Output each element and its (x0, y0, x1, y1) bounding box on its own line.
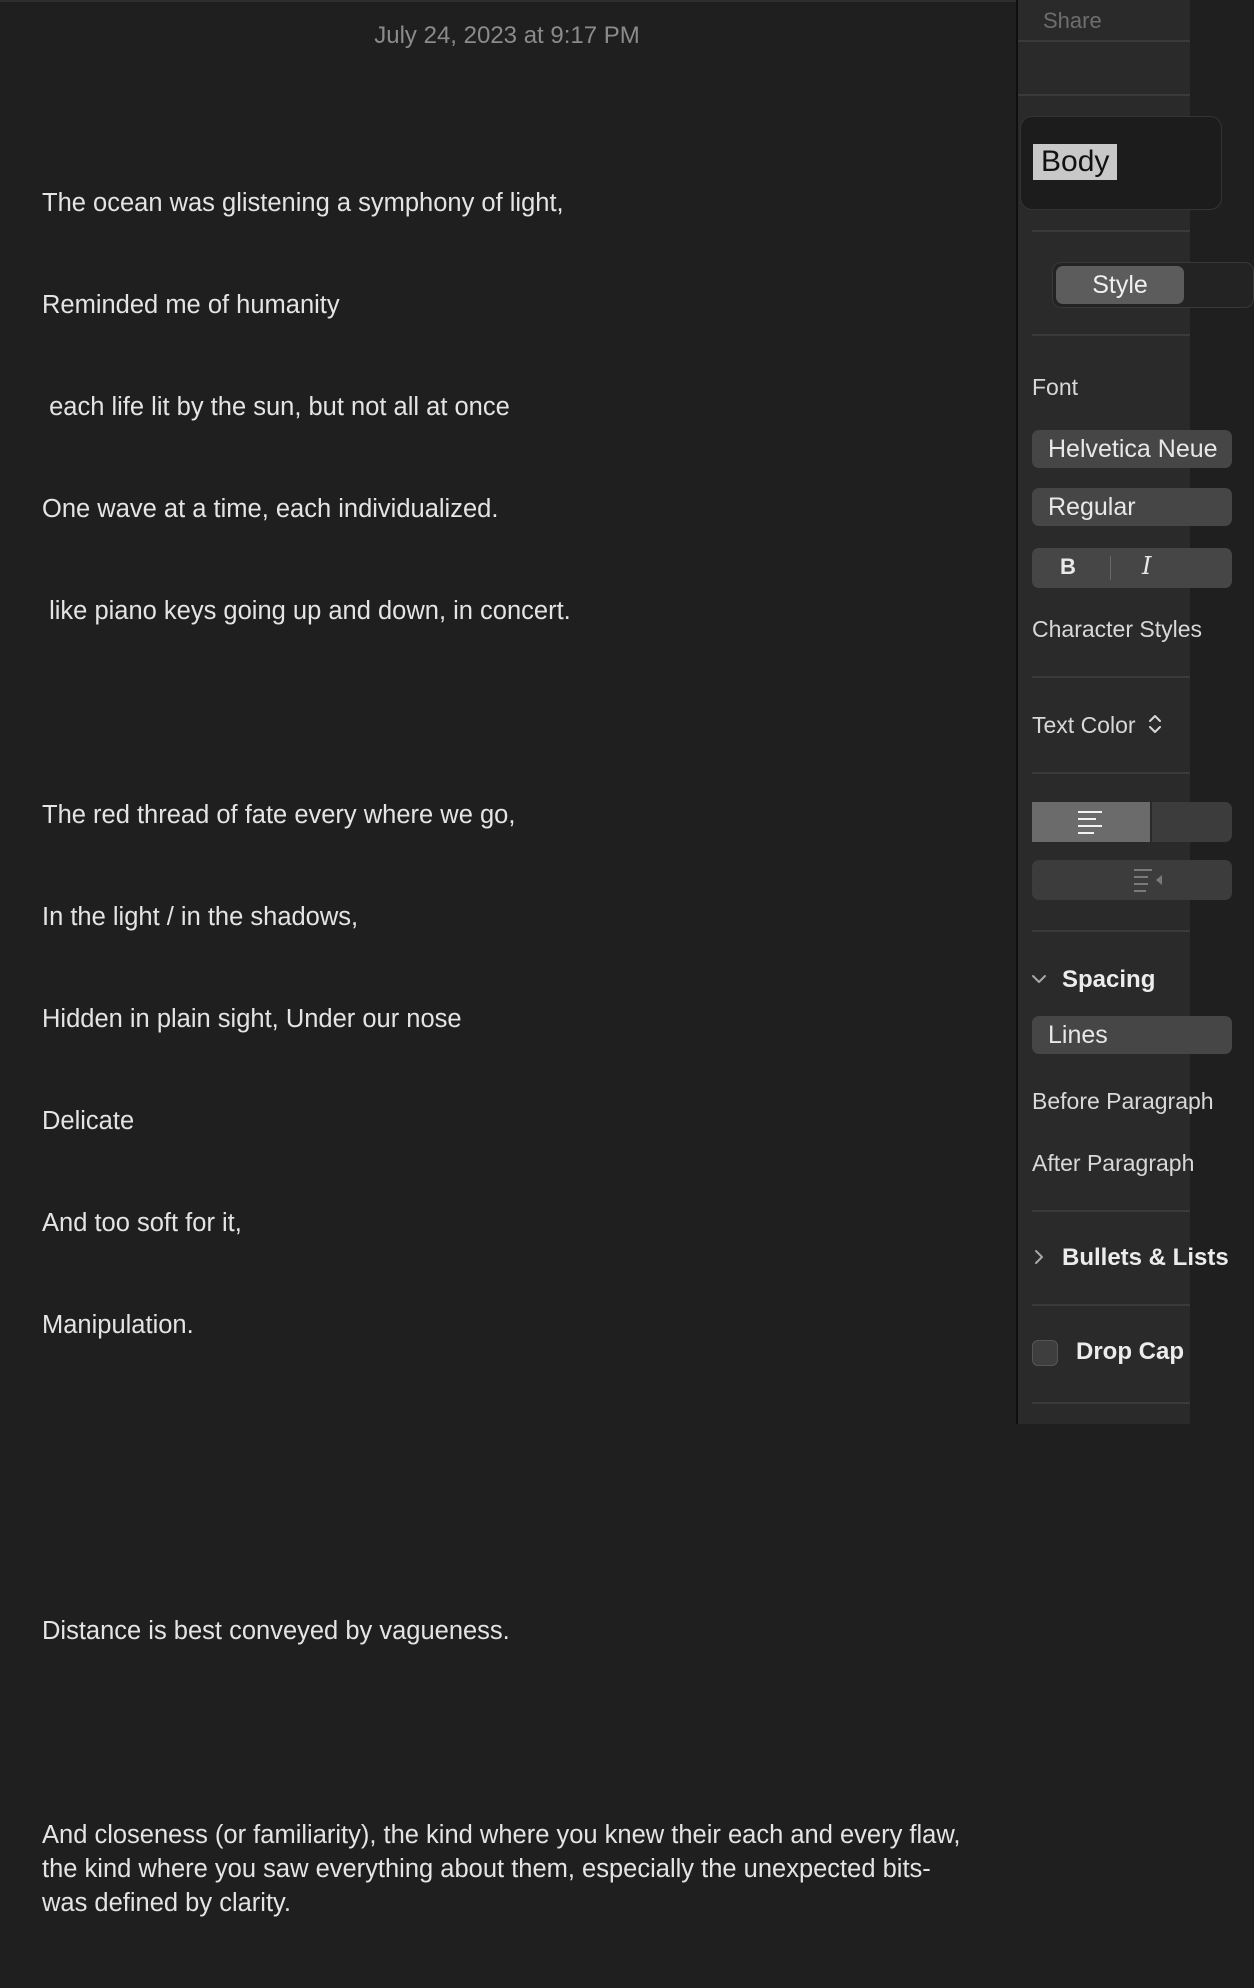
character-styles-popup[interactable]: Character Styles (1032, 616, 1203, 642)
text-line: Hidden in plain sight, Under our nose (42, 1005, 462, 1033)
paragraph-style-selector[interactable] (1020, 116, 1222, 210)
separator (1032, 676, 1190, 678)
blank-line (42, 1716, 982, 1750)
text-line: each life lit by the sun, but not all at once (42, 393, 510, 421)
document-date: July 24, 2023 at 9:17 PM (374, 22, 640, 49)
font-label: Font (1032, 374, 1079, 400)
before-paragraph-label: Before Paragraph (1032, 1088, 1214, 1114)
text-line: Manipulation. (42, 1311, 194, 1339)
blank-line (42, 696, 982, 730)
separator (1032, 1304, 1190, 1306)
alignment-segment (1032, 802, 1232, 842)
blank-line (42, 1512, 982, 1546)
blank-line (42, 1410, 982, 1444)
share-button[interactable]: Share (1043, 8, 1102, 33)
text-line: In the light / in the shadows, (42, 903, 359, 931)
text-line: like piano keys going up and down, in concert. (42, 597, 571, 625)
indent-segment[interactable] (1032, 860, 1232, 900)
tab-style[interactable]: Style (1056, 266, 1184, 304)
typeface-popup[interactable]: Regular (1032, 488, 1232, 526)
separator (1032, 334, 1190, 336)
align-left-button[interactable] (1032, 802, 1150, 842)
segment-divider (1110, 556, 1111, 580)
chevron-right-icon[interactable] (1030, 1248, 1048, 1271)
text-color-control[interactable] (1032, 712, 1162, 742)
spacing-section-title[interactable]: Spacing (1062, 966, 1156, 993)
font-family-popup[interactable]: Helvetica Neue (1032, 430, 1232, 468)
after-paragraph-label: After Paragraph (1032, 1150, 1195, 1176)
document-body[interactable] (42, 118, 982, 1988)
text-line: Delicate (42, 1107, 135, 1135)
paragraph-style-name: Body (1033, 144, 1117, 180)
text-line: The red thread of fate every where we go, (42, 801, 516, 829)
bold-italic-segment (1032, 548, 1232, 588)
text-line: And too soft for it, (42, 1209, 242, 1237)
separator (1018, 94, 1190, 96)
format-sidebar (1018, 0, 1229, 1424)
bullets-lists-section-title[interactable]: Bullets & Lists (1062, 1244, 1229, 1271)
line-spacing-popup[interactable]: Lines (1032, 1016, 1232, 1054)
separator (1032, 930, 1190, 932)
drop-cap-label[interactable]: Drop Cap (1076, 1338, 1184, 1365)
text-paragraph: And closeness (or familiarity), the kind where you knew their each and every flaw, the kind where you saw everything about them, especially the unexpected bits- was defined by clarity. (42, 1821, 968, 1917)
separator (1032, 772, 1190, 774)
text-line: The ocean was glistening a symphony of light, (42, 189, 564, 217)
separator (1032, 230, 1190, 232)
drop-cap-checkbox[interactable] (1032, 1340, 1058, 1366)
chevron-down-icon[interactable] (1030, 970, 1048, 993)
italic-button[interactable]: I (1142, 552, 1152, 580)
bold-button[interactable]: B (1060, 554, 1076, 579)
text-line: One wave at a time, each individualized. (42, 495, 499, 523)
text-color-label: Text Color (1032, 712, 1136, 739)
separator (1032, 1402, 1190, 1404)
text-line: Distance is best conveyed by vagueness. (42, 1617, 510, 1645)
separator (1018, 40, 1190, 42)
text-line: Reminded me of humanity (42, 291, 340, 319)
format-tab-bar (1052, 262, 1254, 308)
chevron-up-down-icon (1148, 712, 1162, 742)
separator (1032, 1210, 1190, 1212)
segment-divider (1150, 802, 1152, 842)
